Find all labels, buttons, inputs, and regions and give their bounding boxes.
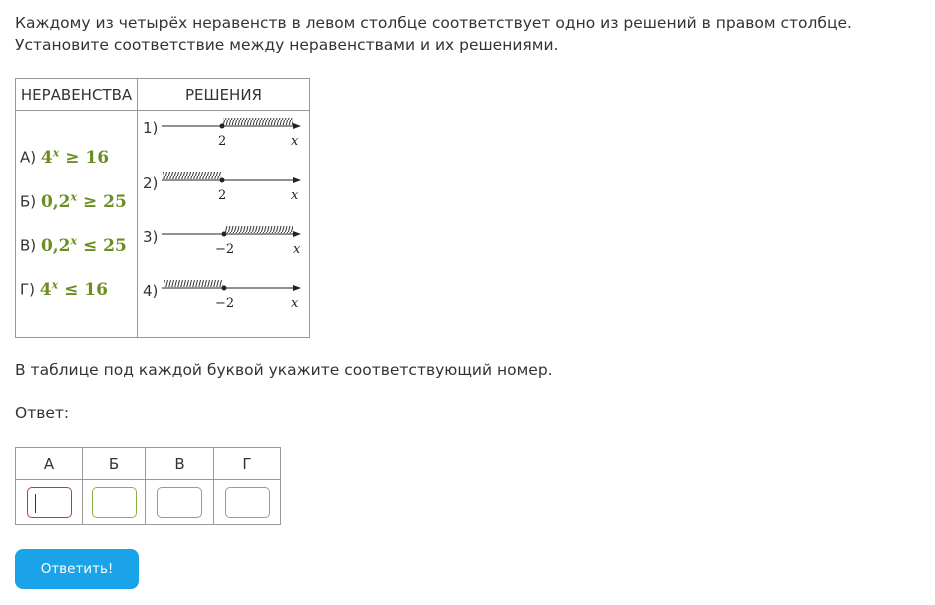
question-text: Каждому из четырёх неравенств в левом столбце соответствует одно из решений в правом столбце. Установите соответствие между неравенствами и их решениями.: [15, 14, 852, 54]
answer-input-v[interactable]: [157, 487, 202, 518]
solution-point-3: −2: [215, 242, 235, 257]
inequality-expression: 0,2$^x$ ≤ 25: [40, 234, 127, 256]
solution-number-3: 3): [143, 228, 159, 246]
answer-cell-v: [146, 480, 214, 525]
answer-cell-a: [16, 480, 83, 525]
answer-input-g[interactable]: [225, 487, 270, 518]
answer-cell-g: [214, 480, 281, 525]
inequality-label: Г): [20, 280, 35, 299]
instruction-text: В таблице под каждой буквой укажите соответствующий номер.: [15, 361, 553, 379]
inequality-b: [20, 190, 127, 212]
text-caret: [35, 494, 36, 513]
inequality-v: [20, 234, 127, 256]
axis-var-1: x: [291, 134, 299, 149]
inequality-expression: 4$^x$ ≥ 16: [40, 146, 110, 168]
inequality-label: А): [20, 148, 37, 167]
solution-point-2: 2: [218, 188, 227, 203]
inequality-expression: 4$^x$ ≤ 16: [39, 278, 108, 300]
submit-button[interactable]: Ответить!: [15, 549, 139, 589]
answer-label: Ответ:: [15, 404, 70, 422]
header-solutions: РЕШЕНИЯ: [138, 79, 310, 111]
answer-table: [15, 447, 281, 525]
header-inequalities: НЕРАВЕНСТВА: [16, 79, 138, 111]
answer-letter-b: Б: [83, 448, 146, 480]
solution-point-1: 2: [218, 134, 227, 149]
axis-var-3: x: [293, 242, 301, 257]
solution-number-1: 1): [143, 119, 159, 137]
solutions-cell: [138, 111, 310, 338]
answer-input-a[interactable]: [27, 487, 72, 518]
answer-input-b[interactable]: [92, 487, 137, 518]
answer-cell-b: [83, 480, 146, 525]
inequality-a: [20, 146, 109, 168]
inequality-expression: 0,2$^x$ ≥ 25: [40, 190, 127, 212]
solution-number-2: 2): [143, 174, 159, 192]
answer-letter-g: Г: [214, 448, 281, 480]
solution-point-4: −2: [215, 296, 235, 311]
axis-var-4: x: [291, 296, 299, 311]
solution-number-4: 4): [143, 282, 159, 300]
answer-letter-v: В: [146, 448, 214, 480]
inequality-g: [20, 278, 108, 300]
answer-letter-a: А: [16, 448, 83, 480]
inequalities-cell: [16, 111, 138, 338]
inequality-label: В): [20, 236, 37, 255]
axis-var-2: x: [291, 188, 299, 203]
inequality-label: Б): [20, 192, 37, 211]
